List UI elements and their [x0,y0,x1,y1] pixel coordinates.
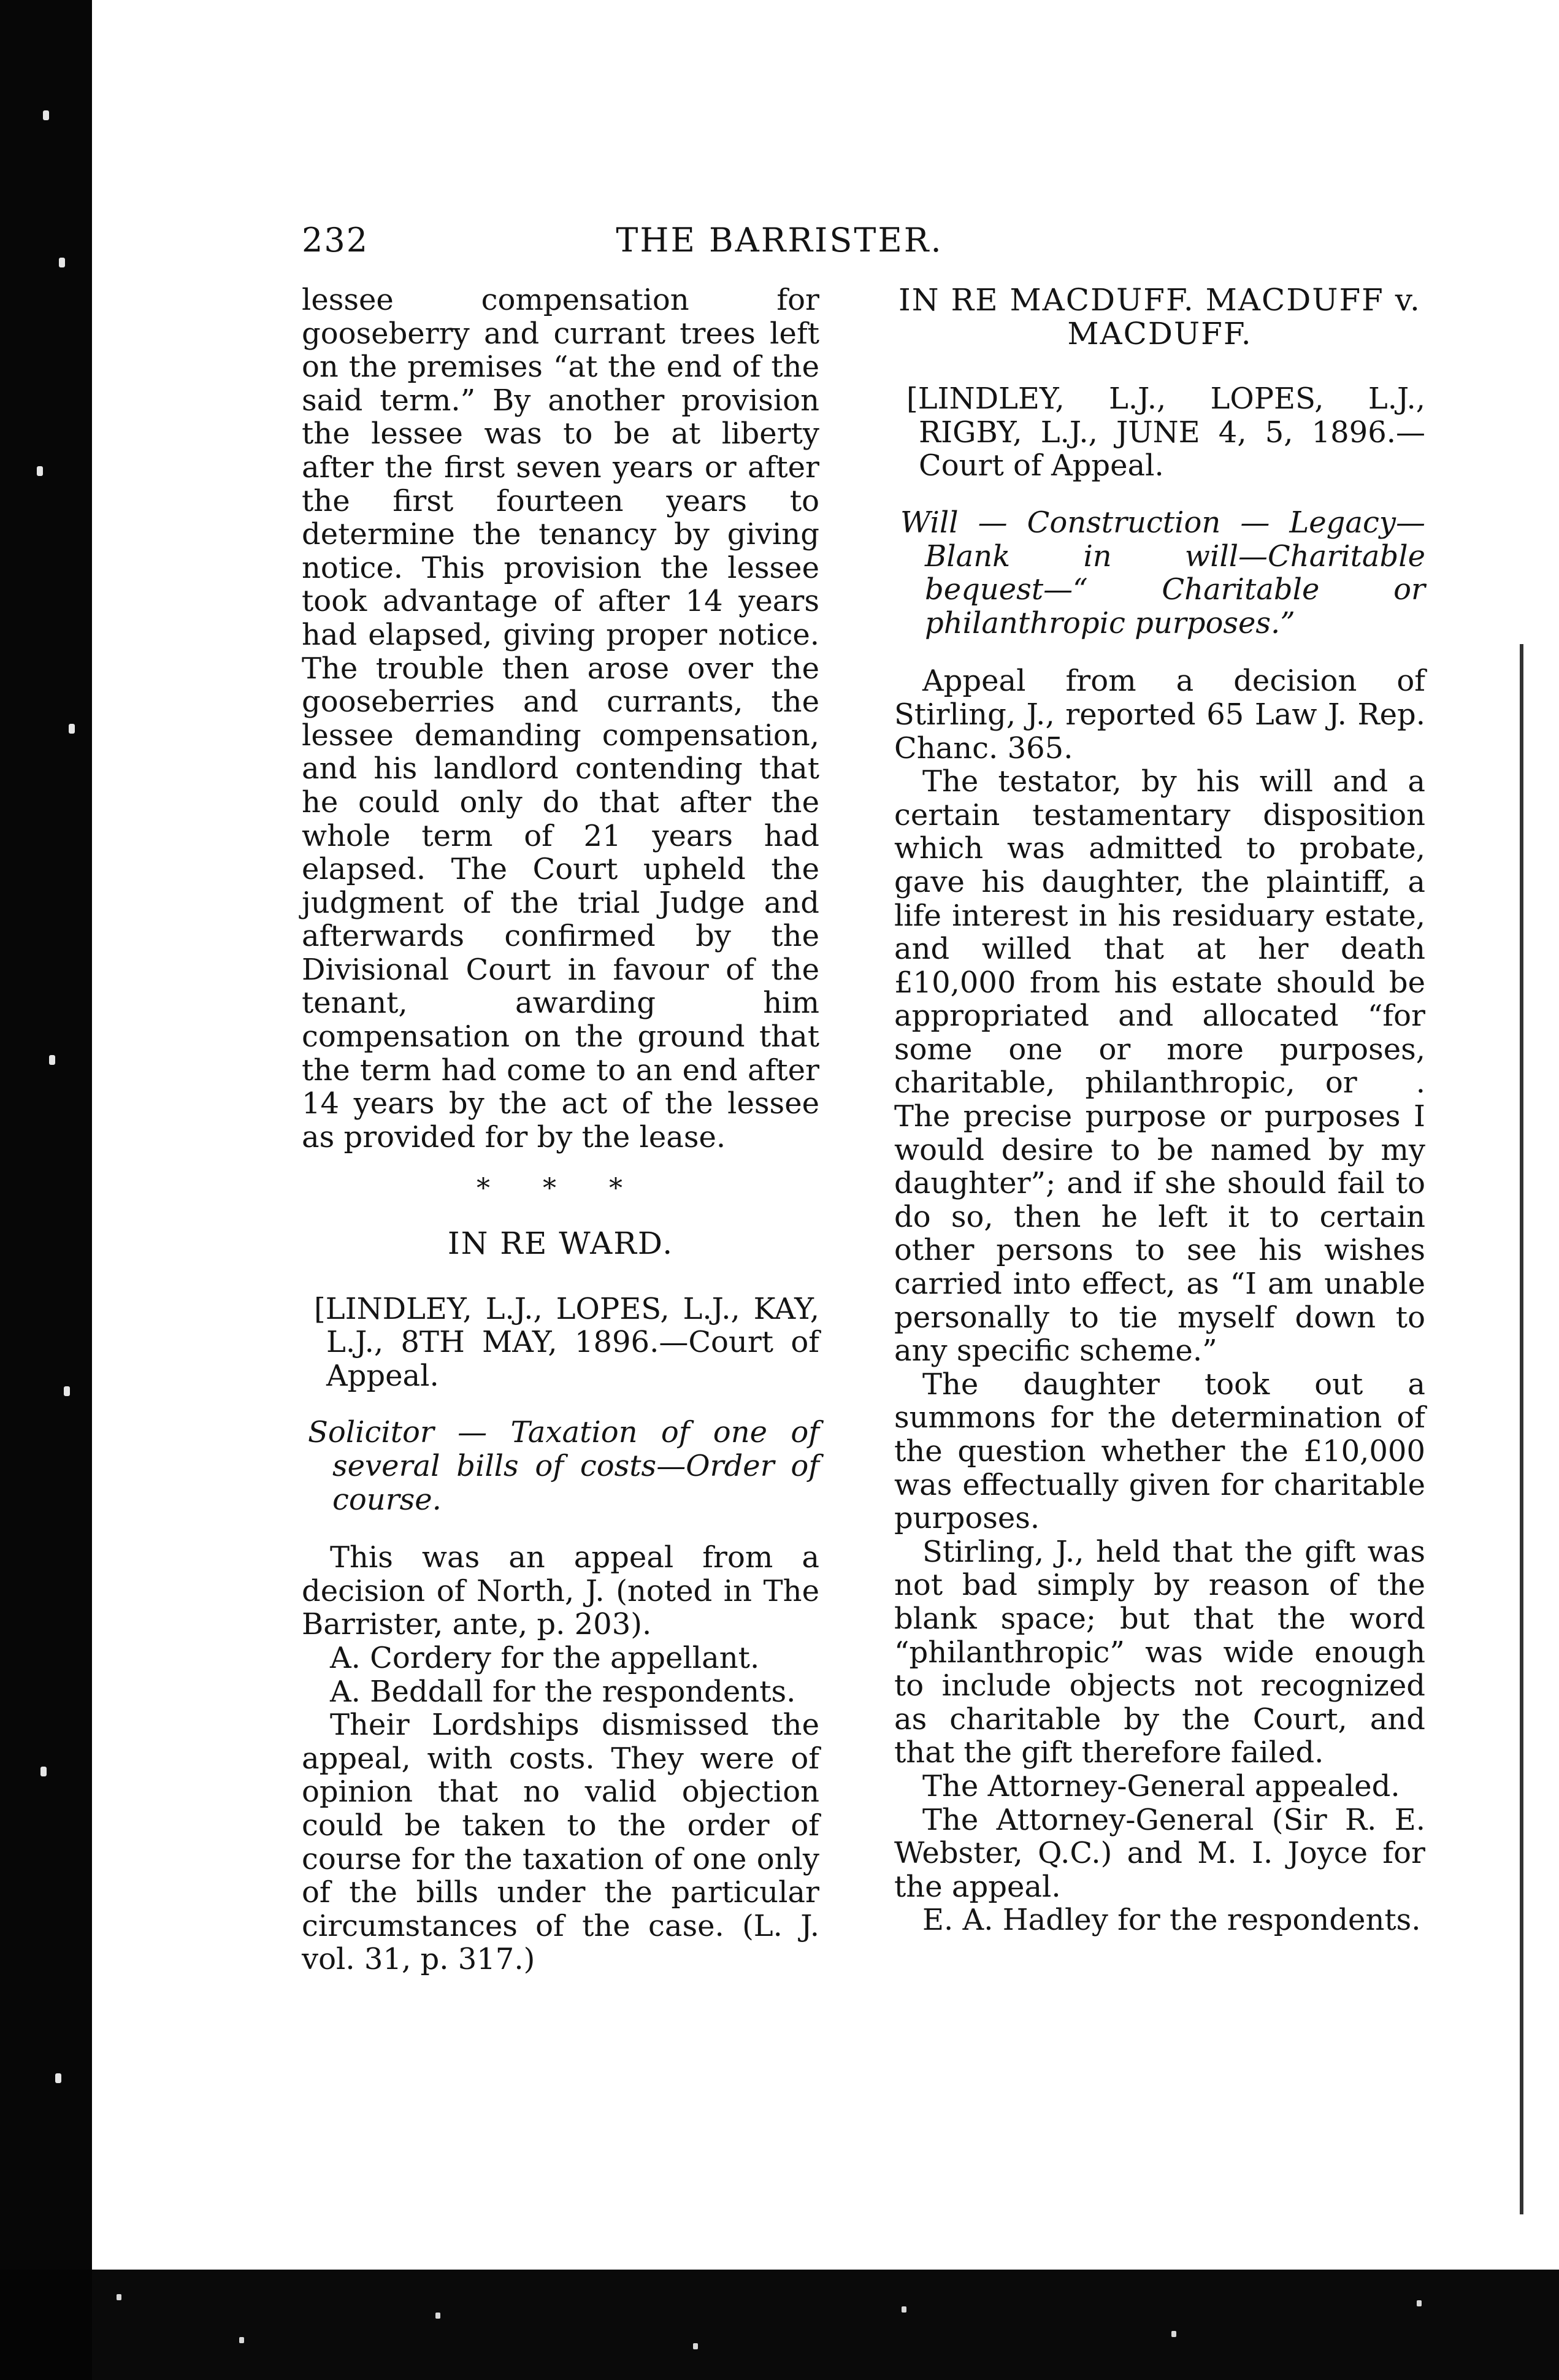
paragraph: The Attorney-General (Sir R. E. Webster, Q.C.) and M. I. Joyce for the appeal. [894,1802,1425,1904]
paragraph: A. Beddall for the respondents. [330,1674,796,1709]
case-title: IN RE WARD. [447,1226,674,1262]
case-title: IN RE MACDUFF. MACDUFF v. MACDUFF. [898,282,1421,351]
paragraph: lessee compensation for gooseberry and currant trees left on the premises “at the end of the said term.” By another provision the lessee was to be at liberty after the first seven years or after the first fourteen years to determine the tenancy by giving notice. This provision the lessee took advantage of after 14 years had elapsed, giving proper notice. The trouble then arose over the gooseberries and currants, the lessee demanding compensation, and his landlord contending that he could only do that after the whole term of 21 years had elapsed. The Court upheld the judgment of the trial Judge and afterwards confirmed by the Divisional Court in favour of the tenant, awarding him compensation on the ground that the term had come to an end after 14 years by the act of the lessee as provided for by the lease. [302,283,819,1154]
court-line: [LINDLEY, L.J., LOPES, L.J., RIGBY, L.J., JUNE 4, 5, 1896.—Court of Appeal. [906,382,1425,483]
paragraph: The daughter took out a summons for the determination of the question whether the £10,000 was effectually given for charitable purposes. [894,1367,1425,1536]
headnote: Solicitor — Taxation of one of several bills of costs—Order of course. [308,1415,819,1517]
headnote: Will — Construction — Legacy—Blank in will—Charitable bequest—“ Charitable or philanthropic purposes.” [900,505,1425,640]
paragraph: Their Lordships dismissed the appeal, with costs. They were of opinion that no valid objection could be taken to the order of course for the taxation of one only of the bills under the particular circumstances of the case. (L. J. vol. 31, p. 317.) [302,1708,819,1977]
paragraph: This was an appeal from a decision of North, J. (noted in The Barrister, ante, p. 203). [302,1540,819,1642]
right-column [894,283,1425,1937]
court-line: [LINDLEY, L.J., LOPES, L.J., KAY, L.J., 8TH MAY, 1896.—Court of Appeal. [314,1291,819,1393]
left-column [302,283,819,1976]
scan-bottom-edge [92,2270,1559,2380]
paragraph: A. Cordery for the appellant. [330,1640,760,1675]
paragraph: The Attorney-General appealed. [922,1768,1400,1803]
margin-rule [1520,644,1523,2214]
paragraph: The testator, by his will and a certain testamentary disposition which was admitted to probate, gave his daughter, the plaintiff, a life interest in his residuary estate, and willed that at her death £10,000 from his estate should be appropriated and allocated “for some one or more purposes, charitable, philanthropic, or . The precise purpose or purposes I would desire to be named by my daughter”; and if she should fail to do so, then he left it to certain other persons to see his wishes carried into effect, as “I am unable personally to tie myself down to any specific scheme.” [894,764,1425,1368]
paragraph: Stirling, J., held that the gift was not bad simply by reason of the blank space; but that the word “philanthropic” was wide enough to include objects not recognized as charitable by the Court, and that the gift therefore failed. [894,1534,1425,1770]
scan-left-edge [0,0,92,2380]
page-number: 232 [302,221,369,259]
paragraph: Appeal from a decision of Stirling, J., reported 65 Law J. Rep. Chanc. 365. [894,664,1425,766]
scan-corner [0,2270,92,2380]
section-separator: * * * [477,1173,645,1205]
running-head: THE BARRISTER. [616,221,943,259]
paragraph: E. A. Hadley for the respondents. [922,1903,1421,1938]
